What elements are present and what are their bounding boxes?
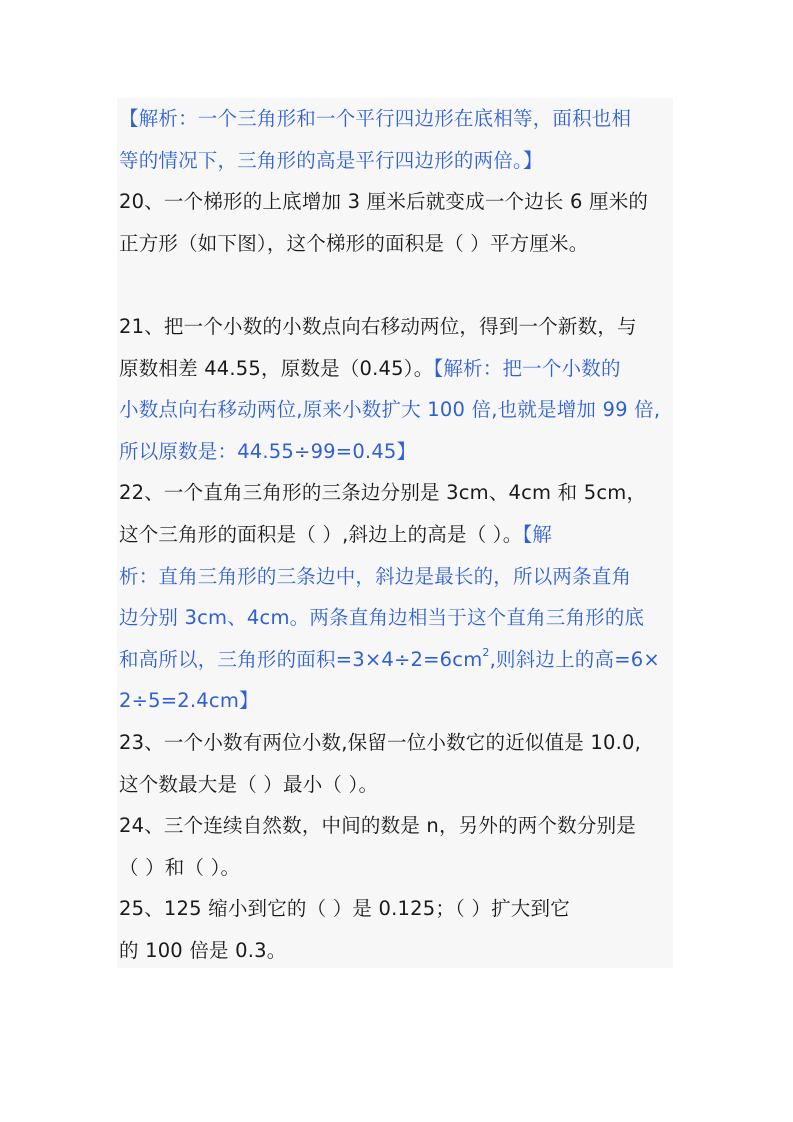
analysis-line: 小数点向右移动两位,原来小数扩大 100 倍,也就是增加 99 倍, [119, 398, 661, 422]
analysis-line: 2÷5=2.4cm】 [119, 689, 259, 713]
analysis-line: 析：直角三角形的三条边中，斜边是最长的，所以两条直角 [119, 564, 632, 588]
question-25-line: 25、125 缩小到它的（ ）是 0.125；（ ）扩大到它 [119, 897, 570, 921]
question-20-line: 正方形（如下图），这个梯形的面积是（ ）平方厘米。 [119, 231, 589, 255]
analysis-line: 边分别 3cm、4cm。两条直角边相当于这个直角三角形的底 [119, 606, 645, 630]
analysis-line: 等的情况下，三角形的高是平行四边形的两倍。】 [119, 148, 543, 172]
question-23-line: 这个数最大是（ ）最小（ ）。 [119, 772, 379, 796]
question-21-line: 21、把一个小数的小数点向右移动两位，得到一个新数，与 [119, 314, 637, 338]
question-21-text: 原数相差 44.55，原数是（0.45）。 [119, 356, 434, 380]
question-22-line [119, 514, 675, 556]
analysis-line: 所以原数是：44.55÷99=0.45】 [119, 439, 417, 463]
analysis-text: 【解析：把一个小数的 [433, 356, 621, 380]
question-22-text: 这个三角形的面积是（ ）,斜边上的高是（ ）。 [119, 522, 523, 546]
analysis-text: 和高所以，三角形的面积=3×4÷2=6cm [119, 647, 483, 671]
question-23-line: 23、一个小数有两位小数,保留一位小数它的近似值是 10.0, [119, 730, 642, 754]
analysis-line [119, 639, 675, 681]
analysis-text: ,则斜边上的高=6× [489, 647, 660, 671]
analysis-line: 【解析：一个三角形和一个平行四边形在底相等，面积也相 [119, 107, 632, 130]
question-21-line [119, 348, 675, 390]
superscript: 2 [482, 646, 490, 660]
question-25-line: 的 100 倍是 0.3。 [119, 938, 287, 962]
figure-gap [119, 264, 675, 306]
question-22-line: 22、一个直角三角形的三条边分别是 3cm、4cm 和 5cm， [119, 481, 647, 505]
question-24-line: 24、三个连续自然数，中间的数是 n，另外的两个数分别是 [119, 814, 636, 838]
question-20-line: 20、一个梯形的上底增加 3 厘米后就变成一个边长 6 厘米的 [119, 190, 649, 214]
question-content [119, 98, 675, 971]
question-24-line: （ ）和（ ）。 [119, 855, 241, 879]
analysis-text: 【解 [522, 522, 553, 546]
